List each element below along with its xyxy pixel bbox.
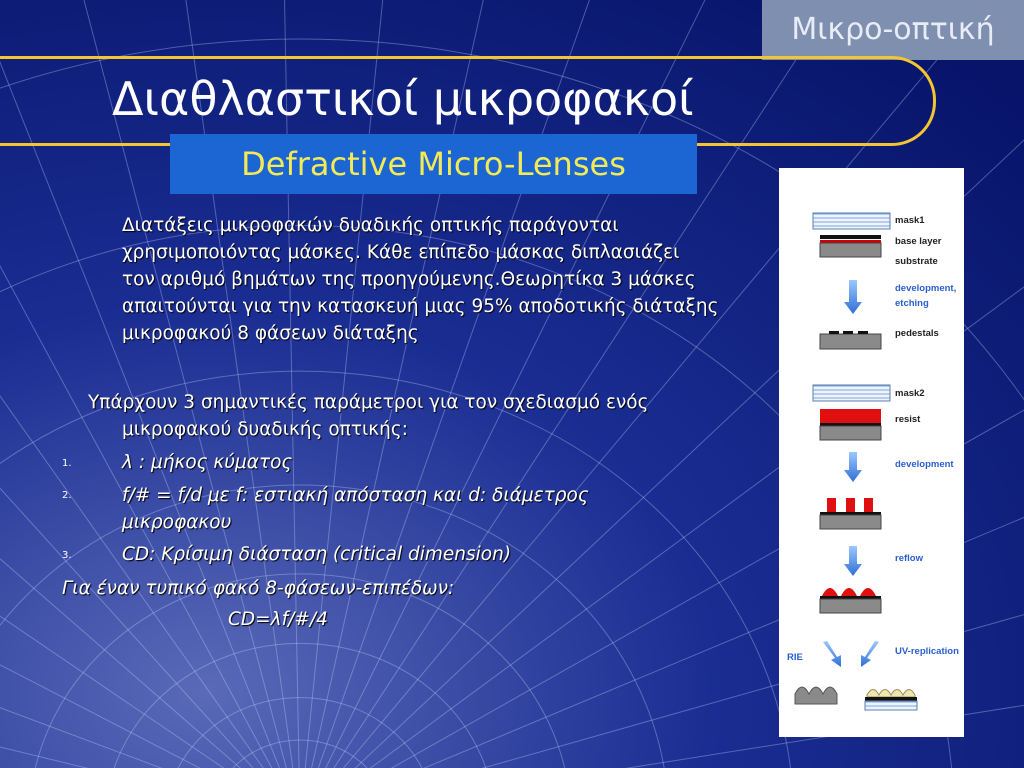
arrow-rie [823,641,841,667]
paragraph-line-3: τον αριθμό βημάτων της προηγούμενης.Θεωρητίκα 3 μάσκες [122,269,696,290]
substrate [820,243,881,257]
label-base-layer: base layer [895,236,942,247]
mask1-plate [813,213,890,229]
label-pedestals: pedestals [895,328,939,339]
label-resist: resist [895,414,921,425]
formula: CD=λf/#/4 [228,609,328,630]
page-title: Διαθλαστικοί μικροφακοί [112,72,694,126]
label-reflow: reflow [895,553,923,564]
closing-line: Για έναν τυπικό φακό 8-φάσεων-επιπέδων: [62,578,455,599]
list-item-2-cont: μικροφακου [122,512,232,533]
list-item-3: CD: Κρίσιμη διάσταση (critical dimension) [122,544,512,565]
list-item-2: f/# = f/d με f: εστιακή απόσταση και d: διάμετρος [122,485,589,506]
paragraph-line-1: Διατάξεις μικροφακών δυαδικής οπτικής παράγονται [122,215,619,236]
page-subtitle: Defractive Micro-Lenses [241,145,626,183]
label-development-etching-1: development, [895,283,957,294]
paragraph-line-5: μικροφακού 8 φάσεων διάταξης [122,323,419,344]
list-item-1: λ : μήκος κύματος [122,452,293,473]
paragraph-line-4: απαιτούνται για την κατασκευή μιας 95% αποδοτικής διάταξης [122,296,719,317]
mask2-plate [813,385,890,401]
process-diagram [779,168,964,737]
list-number-3: 3. [62,550,72,561]
label-mask2: mask2 [895,388,925,399]
arrow-development [844,280,862,314]
label-development-etching-2: etching [895,298,929,309]
intro-line-1: Υπάρχουν 3 σημαντικές παράμετροι για τον σχεδιασμό ενός [88,392,649,413]
resist-layer [820,409,881,423]
arrow-reflow [844,546,862,576]
label-mask1: mask1 [895,215,925,226]
list-number-1: 1. [62,458,72,469]
intro-line-2: μικροφακού δυαδικής οπτικής: [122,419,408,440]
rie-result [795,687,837,704]
label-rie: RIE [787,652,803,663]
label-uv-replication: UV-replication [895,646,959,657]
list-number-2: 2. [62,490,72,501]
section-tag: Μικρο-οπτική [762,0,1024,60]
base-layer [820,235,881,239]
label-development: development [895,459,954,470]
arrow-uv [861,641,879,667]
arrow-development-2 [844,452,862,482]
label-substrate: substrate [895,256,938,267]
paragraph-line-2: χρησιμοποιόντας μάσκες. Κάθε επίπεδο μάσκας διπλασιάζει [122,242,680,263]
pedestals-substrate [820,334,881,349]
uv-result [867,690,915,698]
